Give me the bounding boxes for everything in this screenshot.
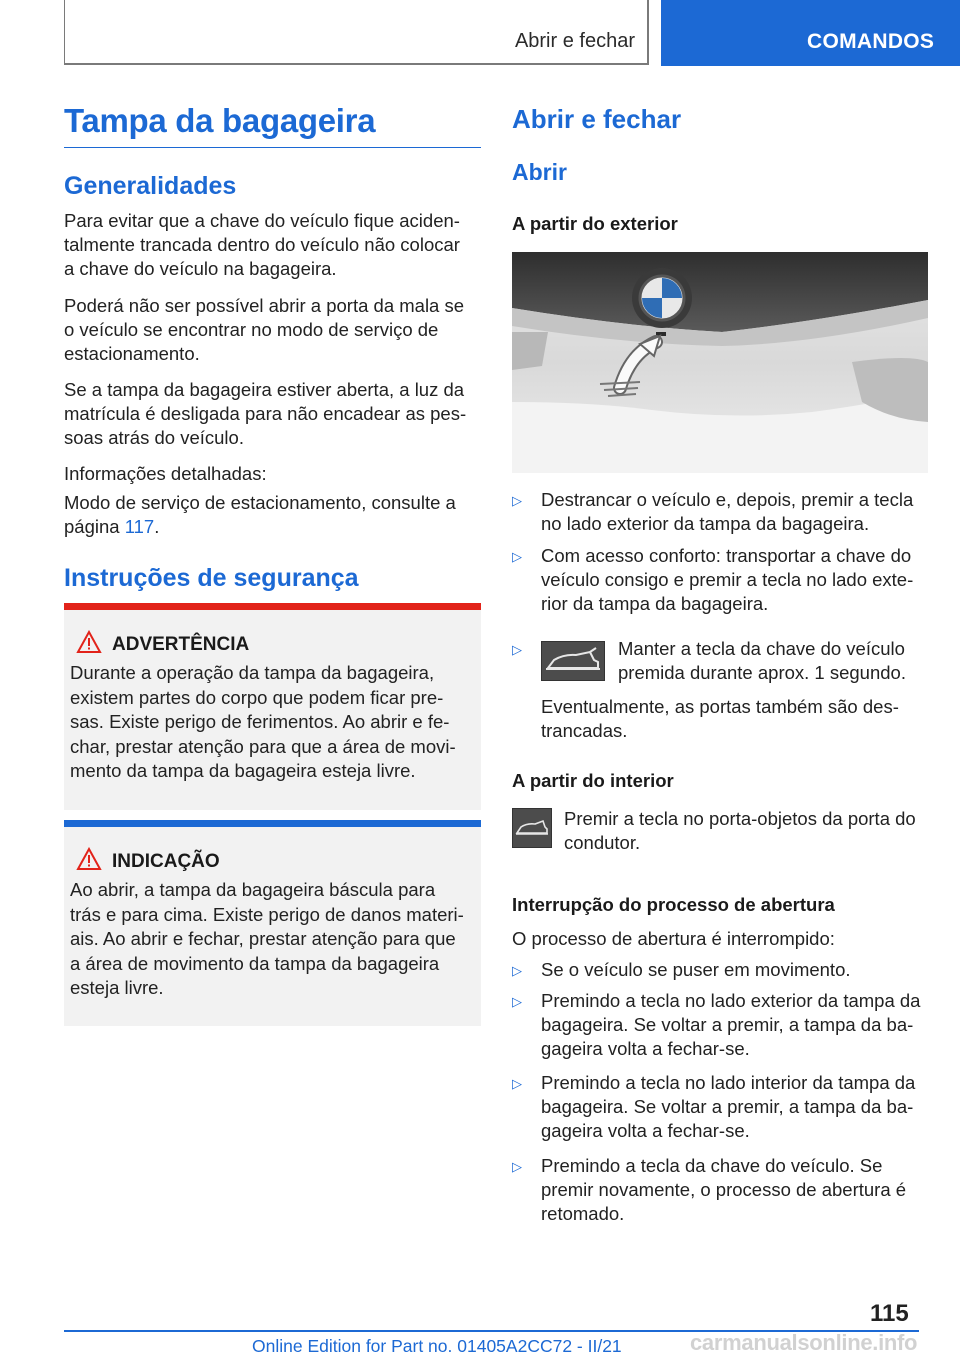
text-line: Se a tampa da bagageira estiver aberta, a luz da [64, 379, 465, 400]
text-line: no lado exterior da tampa da bagageira. [541, 512, 870, 534]
text-line: rior da tampa da bagageira. [541, 592, 769, 614]
bullet-text [541, 1071, 929, 1142]
text-line: existem partes do corpo que podem ficar pre- [70, 686, 444, 708]
text-line: premida durante aprox. 1 segundo. [618, 661, 906, 683]
warning-box [64, 603, 481, 810]
bullet-text [541, 958, 929, 982]
text-line: veículo consigo e premir a tecla no lado exte- [541, 568, 914, 590]
text-line: gageira volta a fechar-se. [541, 1037, 750, 1059]
interior-tailgate-button-icon [512, 808, 552, 848]
text-line: Ao abrir, a tampa da bagageira báscula para [70, 879, 436, 900]
text-line: soas atrás do veículo. [64, 426, 244, 448]
generalidades-heading: Generalidades [64, 172, 237, 200]
bullet-text [541, 544, 929, 615]
page-title: Tampa da bagageira [64, 102, 376, 139]
text-fragment: página [64, 515, 120, 537]
text-line: premir novamente, o processo de abertura é [541, 1178, 907, 1200]
text-line: Com acesso conforto: transportar a chave do [541, 545, 912, 566]
text-line: estacionamento. [64, 342, 200, 364]
text-line: ais. Ao abrir e fechar, prestar atenção para que [70, 928, 456, 949]
warning-triangle-icon [76, 630, 102, 654]
interruption-heading: Interrupção do processo de abertura [512, 894, 835, 915]
warning-title: ADVERTÊNCIA [112, 634, 250, 655]
text-line: Eventualmente, as portas também são des- [541, 696, 899, 717]
notice-bar [64, 820, 481, 827]
text-line: Manter a tecla da chave do veículo [618, 638, 905, 659]
text-line: talmente trancada dentro do veículo não colocar [64, 233, 460, 255]
text-line: retomado. [541, 1202, 625, 1224]
exterior-heading: A partir do exterior [512, 213, 678, 234]
text-line: Premindo a tecla da chave do veículo. Se [541, 1155, 883, 1176]
page-number: 115 [870, 1300, 909, 1327]
text-fragment: . [154, 515, 160, 537]
text-line: Para evitar que a chave do veículo fique aciden- [64, 210, 460, 231]
bullet-icon: ▷ [512, 493, 522, 508]
tailgate-photo [512, 252, 928, 473]
right-heading: Abrir e fechar [512, 104, 682, 134]
bullet-text [541, 488, 929, 536]
text-line: Premir a tecla no porta-objetos da porta do [564, 808, 916, 829]
exterior-extra-note [541, 695, 931, 743]
bullet-text [541, 1154, 929, 1225]
warning-bar [64, 603, 481, 610]
footer-edition: Online Edition for Part no. 01405A2CC72 - II/21 [252, 1336, 622, 1356]
notice-title: INDICAÇÃO [112, 851, 220, 872]
bullet-icon: ▷ [512, 549, 522, 564]
interior-instruction [564, 807, 930, 855]
text-line: a chave do veículo na bagageira. [64, 257, 337, 279]
text-line: esteja livre. [70, 977, 164, 998]
header-tab-comandos[interactable]: COMANDOS [661, 0, 960, 66]
car-tailgate-icon [513, 809, 551, 847]
header-left-rule [64, 0, 65, 64]
title-underline [64, 147, 481, 148]
key-instruction [618, 637, 928, 685]
bullet-text [541, 989, 929, 1060]
warning-text [70, 661, 480, 784]
bullet-icon: ▷ [512, 1159, 522, 1174]
watermark: carmanualsonline.info [690, 1330, 918, 1355]
key-tailgate-button-icon [541, 641, 605, 681]
bullet-icon: ▷ [512, 642, 522, 657]
generalidades-paragraph-1 [64, 209, 482, 280]
text-line: gageira volta a fechar-se. [541, 1119, 750, 1141]
generalidades-paragraph-2 [64, 294, 482, 365]
text-line: bagageira. Se voltar a premir, a tampa da ba- [541, 1095, 914, 1117]
text-line: Se o veículo se puser em movimento. [541, 959, 851, 980]
text-line: matrícula é desligada para não encadear as pes- [64, 402, 467, 424]
header-bottom-rule [64, 63, 648, 65]
interruption-intro: O processo de abertura é interrompido: [512, 928, 835, 949]
text-line: mento da tampa da bagageira esteja livre. [70, 760, 416, 781]
text-line: condutor. [564, 831, 641, 853]
text-line: Destrancar o veículo e, depois, premir a tecla [541, 489, 914, 510]
car-tailgate-icon [542, 642, 604, 680]
safety-heading: Instruções de segurança [64, 564, 359, 592]
bullet-icon: ▷ [512, 1076, 522, 1091]
header-right-rule [647, 0, 649, 65]
text-line: Premindo a tecla no lado interior da tampa da [541, 1072, 916, 1093]
text-line: o veículo se encontrar no modo de serviço de [64, 318, 439, 340]
text-line: char, prestar atenção para que a área de movi- [70, 735, 456, 757]
generalidades-paragraph-5 [64, 491, 482, 539]
text-line: a área de movimento da tampa da bagageira [70, 952, 440, 974]
abrir-subheading: Abrir [512, 159, 567, 185]
text-line: Durante a operação da tampa da bagageira, [70, 662, 435, 683]
notice-box [64, 820, 481, 1026]
tailgate-illustration [512, 252, 928, 473]
text-line [64, 515, 482, 539]
text-line: sas. Existe perigo de ferimentos. Ao abrir e fe- [70, 711, 450, 732]
text-line: trancadas. [541, 719, 628, 741]
generalidades-paragraph-4: Informações detalhadas: [64, 463, 267, 484]
generalidades-paragraph-3 [64, 378, 482, 449]
bullet-icon: ▷ [512, 963, 522, 978]
text-line: Premindo a tecla no lado exterior da tampa da [541, 990, 921, 1011]
text-line: Modo de serviço de estacionamento, consulte a [64, 492, 456, 513]
notice-text [70, 878, 480, 1001]
interior-heading: A partir do interior [512, 770, 674, 791]
caution-triangle-icon [76, 847, 102, 871]
text-line: bagageira. Se voltar a premir, a tampa da ba- [541, 1013, 914, 1035]
page-link-117[interactable]: 117 [124, 515, 155, 537]
header-section-title: Abrir e fechar [514, 30, 635, 52]
text-line: Poderá não ser possível abrir a porta da mala se [64, 295, 465, 316]
bullet-icon: ▷ [512, 994, 522, 1009]
text-line: trás e para cima. Existe perigo de danos materi- [70, 903, 464, 925]
